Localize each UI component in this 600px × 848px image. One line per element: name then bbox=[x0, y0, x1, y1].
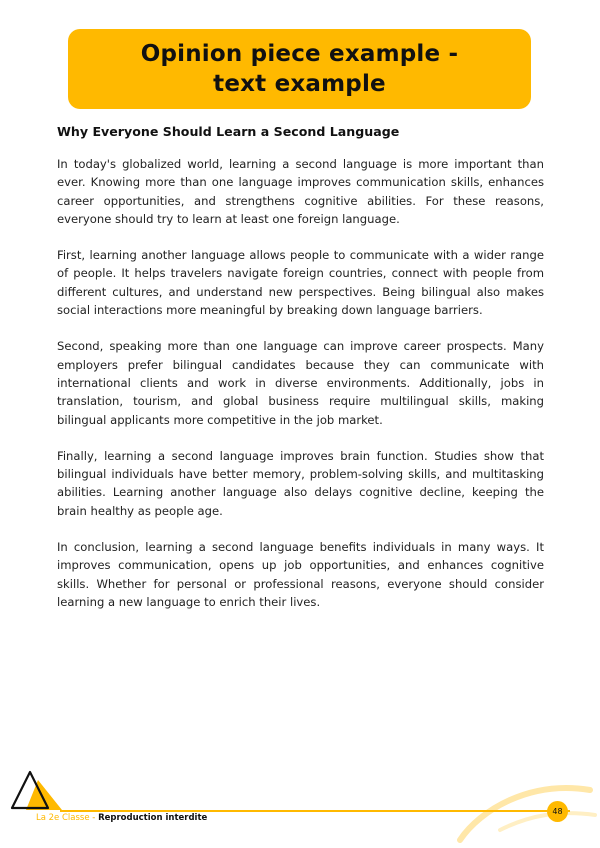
curve-decoration-icon bbox=[440, 760, 600, 848]
article bbox=[57, 124, 544, 629]
footer-notice: Reproduction interdite bbox=[98, 813, 208, 823]
footer-divider bbox=[60, 810, 570, 812]
page-number-badge bbox=[547, 801, 568, 822]
footer-credit bbox=[36, 813, 207, 823]
paragraph-conclusion: In conclusion, learning a second language benefits individuals in many ways. It improves communication, opens up job opportunities, and enhances cognitive skills. Whether for personal or professional reasons, everyone should consider learning a new language to enrich their lives. bbox=[57, 540, 544, 609]
page-title-line-2: text example bbox=[213, 71, 386, 97]
triangle-logo-icon bbox=[10, 770, 66, 814]
paragraph-intro: In today's globalized world, learning a second language is more important than ever. Knowing more than one language improves communication skills, enhances career opportunities, and strengthens cognitive abilities. For these reasons, everyone should try to learn at least one foreign language. bbox=[57, 157, 544, 226]
paragraph-finally: Finally, learning a second language improves brain function. Studies show that bilingual individuals have better memory, problem-solving skills, and multitasking abilities. Learning another language also delays cognitive decline, keeping the brain healthy as people age. bbox=[57, 448, 544, 518]
footer-separator: - bbox=[89, 813, 99, 823]
article-title: Why Everyone Should Learn a Second Language bbox=[57, 124, 400, 139]
footer-brand: La 2e Classe bbox=[36, 813, 90, 823]
paragraph-second: Second, speaking more than one language can improve career prospects. Many employers prefer bilingual candidates because they can communicate with international clients and work in diverse environments. Additionally, jobs in translation, tourism, and global business require multilingual skills, making bilingual applicants more competitive in the job market. bbox=[57, 339, 544, 427]
title-banner bbox=[68, 29, 531, 109]
page-number: 48 bbox=[552, 807, 563, 816]
page-title-line-1: Opinion piece example - bbox=[140, 41, 459, 67]
paragraph-first: First, learning another language allows people to communicate with a wider range of people. It helps travelers navigate foreign countries, connect with people from different cultures, and understand new perspectives. Being bilingual also makes social interactions more meaningful by breaking down language barriers. bbox=[57, 248, 544, 318]
